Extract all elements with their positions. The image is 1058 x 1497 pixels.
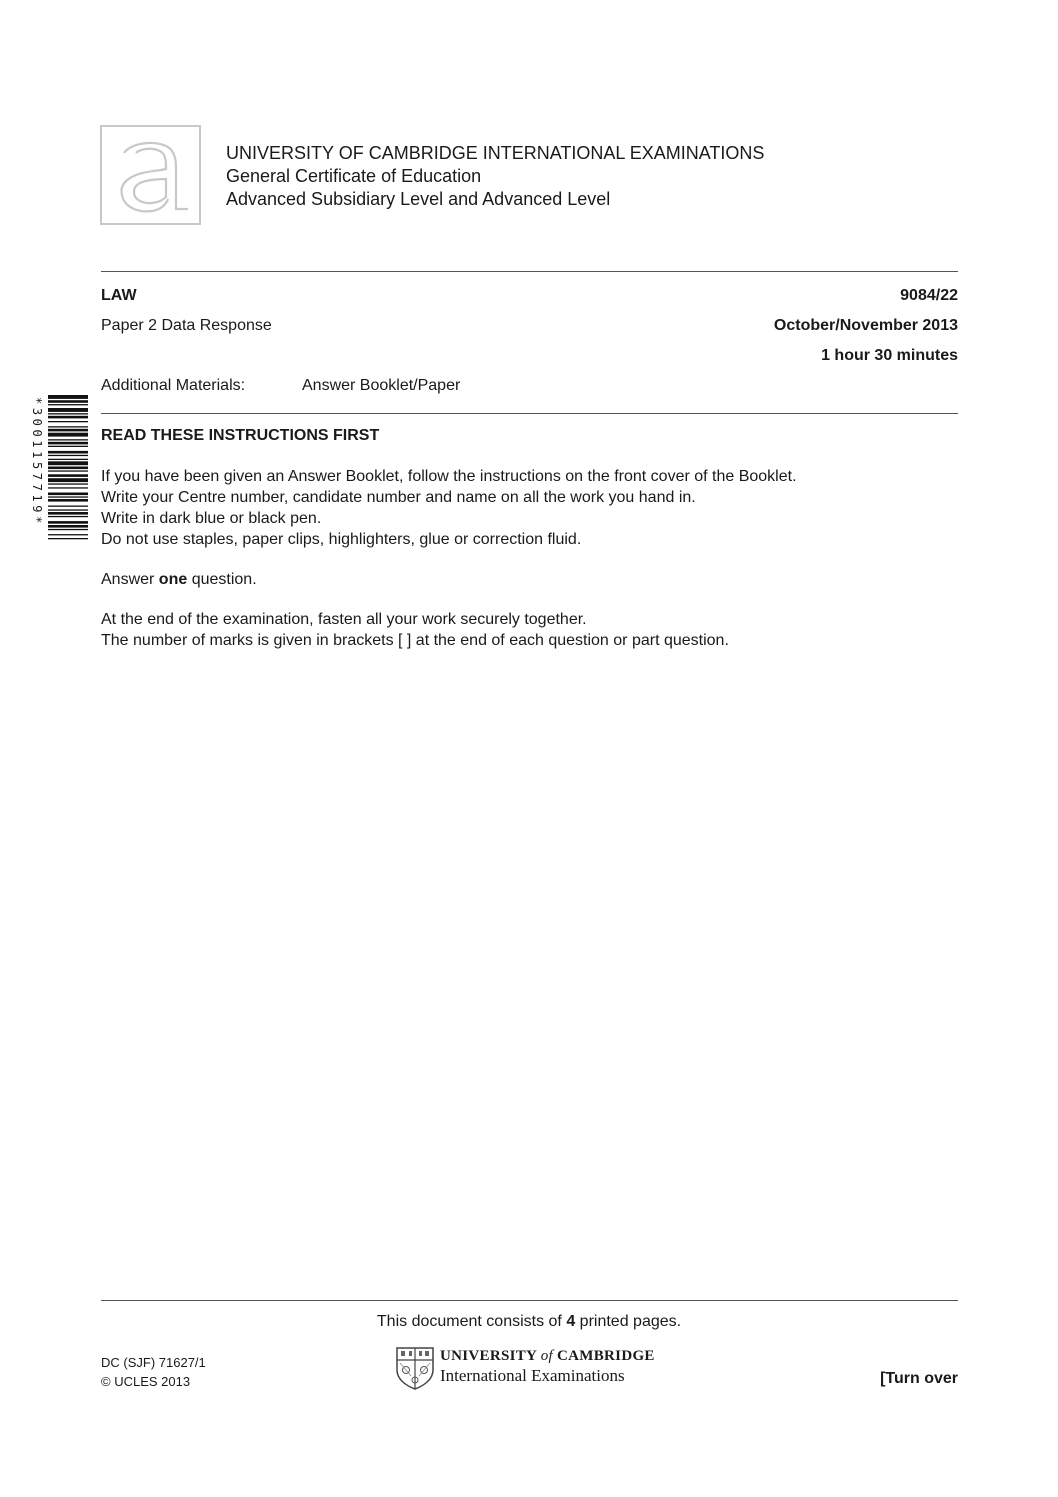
instruction-line: If you have been given an Answer Booklet, follow the instructions on the front cover of the Booklet. <box>101 468 797 485</box>
answer-instruction: Answer one question. <box>101 571 257 588</box>
answer-count: one <box>158 571 188 588</box>
barcode-bar <box>48 499 88 502</box>
barcode-bar <box>48 509 88 510</box>
instruction-line: Write your Centre number, candidate number and name on all the work you hand in. <box>101 489 696 506</box>
divider-footer <box>101 1300 958 1301</box>
barcode-bar <box>48 506 88 507</box>
instruction-line: At the end of the examination, fasten all your work securely together. <box>101 611 587 628</box>
divider-top <box>101 271 958 272</box>
subject-title: LAW <box>101 287 137 304</box>
university-logo-line2: International Examinations <box>440 1366 625 1385</box>
copyright: © UCLES 2013 <box>101 1374 191 1389</box>
barcode-bar <box>48 416 88 419</box>
barcode-bar <box>48 439 88 440</box>
barcode-bar <box>48 525 88 528</box>
instruction-line: Do not use staples, paper clips, highlighters, glue or correction fluid. <box>101 531 582 548</box>
barcode-bar <box>48 534 88 535</box>
instruction-line: The number of marks is given in brackets [ ] at the end of each question or part question. <box>101 632 729 649</box>
barcode-bar <box>48 426 88 427</box>
barcode-bar <box>48 451 88 454</box>
materials-value: Answer Booklet/Paper <box>302 377 461 394</box>
barcode-bar <box>48 455 88 456</box>
document-reference: DC (SJF) 71627/1 <box>101 1355 206 1370</box>
barcode-bar <box>48 429 88 432</box>
barcode-bar <box>48 521 88 524</box>
barcode-bar <box>48 483 88 484</box>
qualification-level: Advanced Subsidiary Level and Advanced Level <box>226 189 611 209</box>
exam-duration: 1 hour 30 minutes <box>821 347 958 364</box>
barcode-bar <box>48 529 88 530</box>
barcode-bar <box>48 487 88 488</box>
barcode-bar <box>48 421 88 422</box>
instructions-heading: READ THESE INSTRUCTIONS FIRST <box>101 427 380 444</box>
university-logo-line1: UNIVERSITY of CAMBRIDGE <box>440 1348 655 1364</box>
instructions-block-1 <box>101 466 797 550</box>
paper-code: 9084/22 <box>900 287 958 304</box>
barcode-bar <box>48 413 88 414</box>
exam-session: October/November 2013 <box>773 317 958 334</box>
barcode-bar <box>48 493 88 496</box>
barcode-text: *3001157719* <box>30 397 44 527</box>
materials-label: Additional Materials: <box>101 377 246 394</box>
board-name: UNIVERSITY OF CAMBRIDGE INTERNATIONAL EXAMINATIONS <box>226 143 765 163</box>
instructions-block-3 <box>101 609 729 651</box>
barcode-bar <box>48 496 88 497</box>
page-count: 4 <box>566 1313 576 1330</box>
page-count-note: This document consists of 4 printed pages. <box>376 1313 682 1330</box>
barcode-bar <box>48 408 88 412</box>
barcode-bar <box>48 459 88 460</box>
barcode-bar <box>48 478 88 482</box>
letter-a-icon <box>102 127 199 223</box>
turn-over-note: [Turn over <box>880 1370 958 1387</box>
barcode-bar <box>48 404 88 405</box>
barcode-bar <box>48 400 88 403</box>
qualification-name: General Certificate of Education <box>226 166 482 186</box>
university-crest-icon <box>395 1346 435 1390</box>
barcode-bar <box>48 395 88 399</box>
barcode-bar <box>48 538 88 539</box>
barcode-bar <box>48 446 88 447</box>
barcode-bar <box>48 516 88 517</box>
barcode-bar <box>48 512 88 515</box>
barcode-bar <box>48 467 88 470</box>
barcode-bar <box>48 474 88 477</box>
barcode-bar <box>48 461 88 465</box>
exam-board-logo <box>100 125 201 225</box>
divider-middle <box>101 413 958 414</box>
instruction-line: Write in dark blue or black pen. <box>101 510 322 527</box>
barcode-bar <box>48 442 88 445</box>
barcode-bar <box>48 470 88 471</box>
barcode-number <box>30 395 44 601</box>
paper-title: Paper 2 Data Response <box>101 317 272 334</box>
barcode-bar <box>48 433 88 437</box>
